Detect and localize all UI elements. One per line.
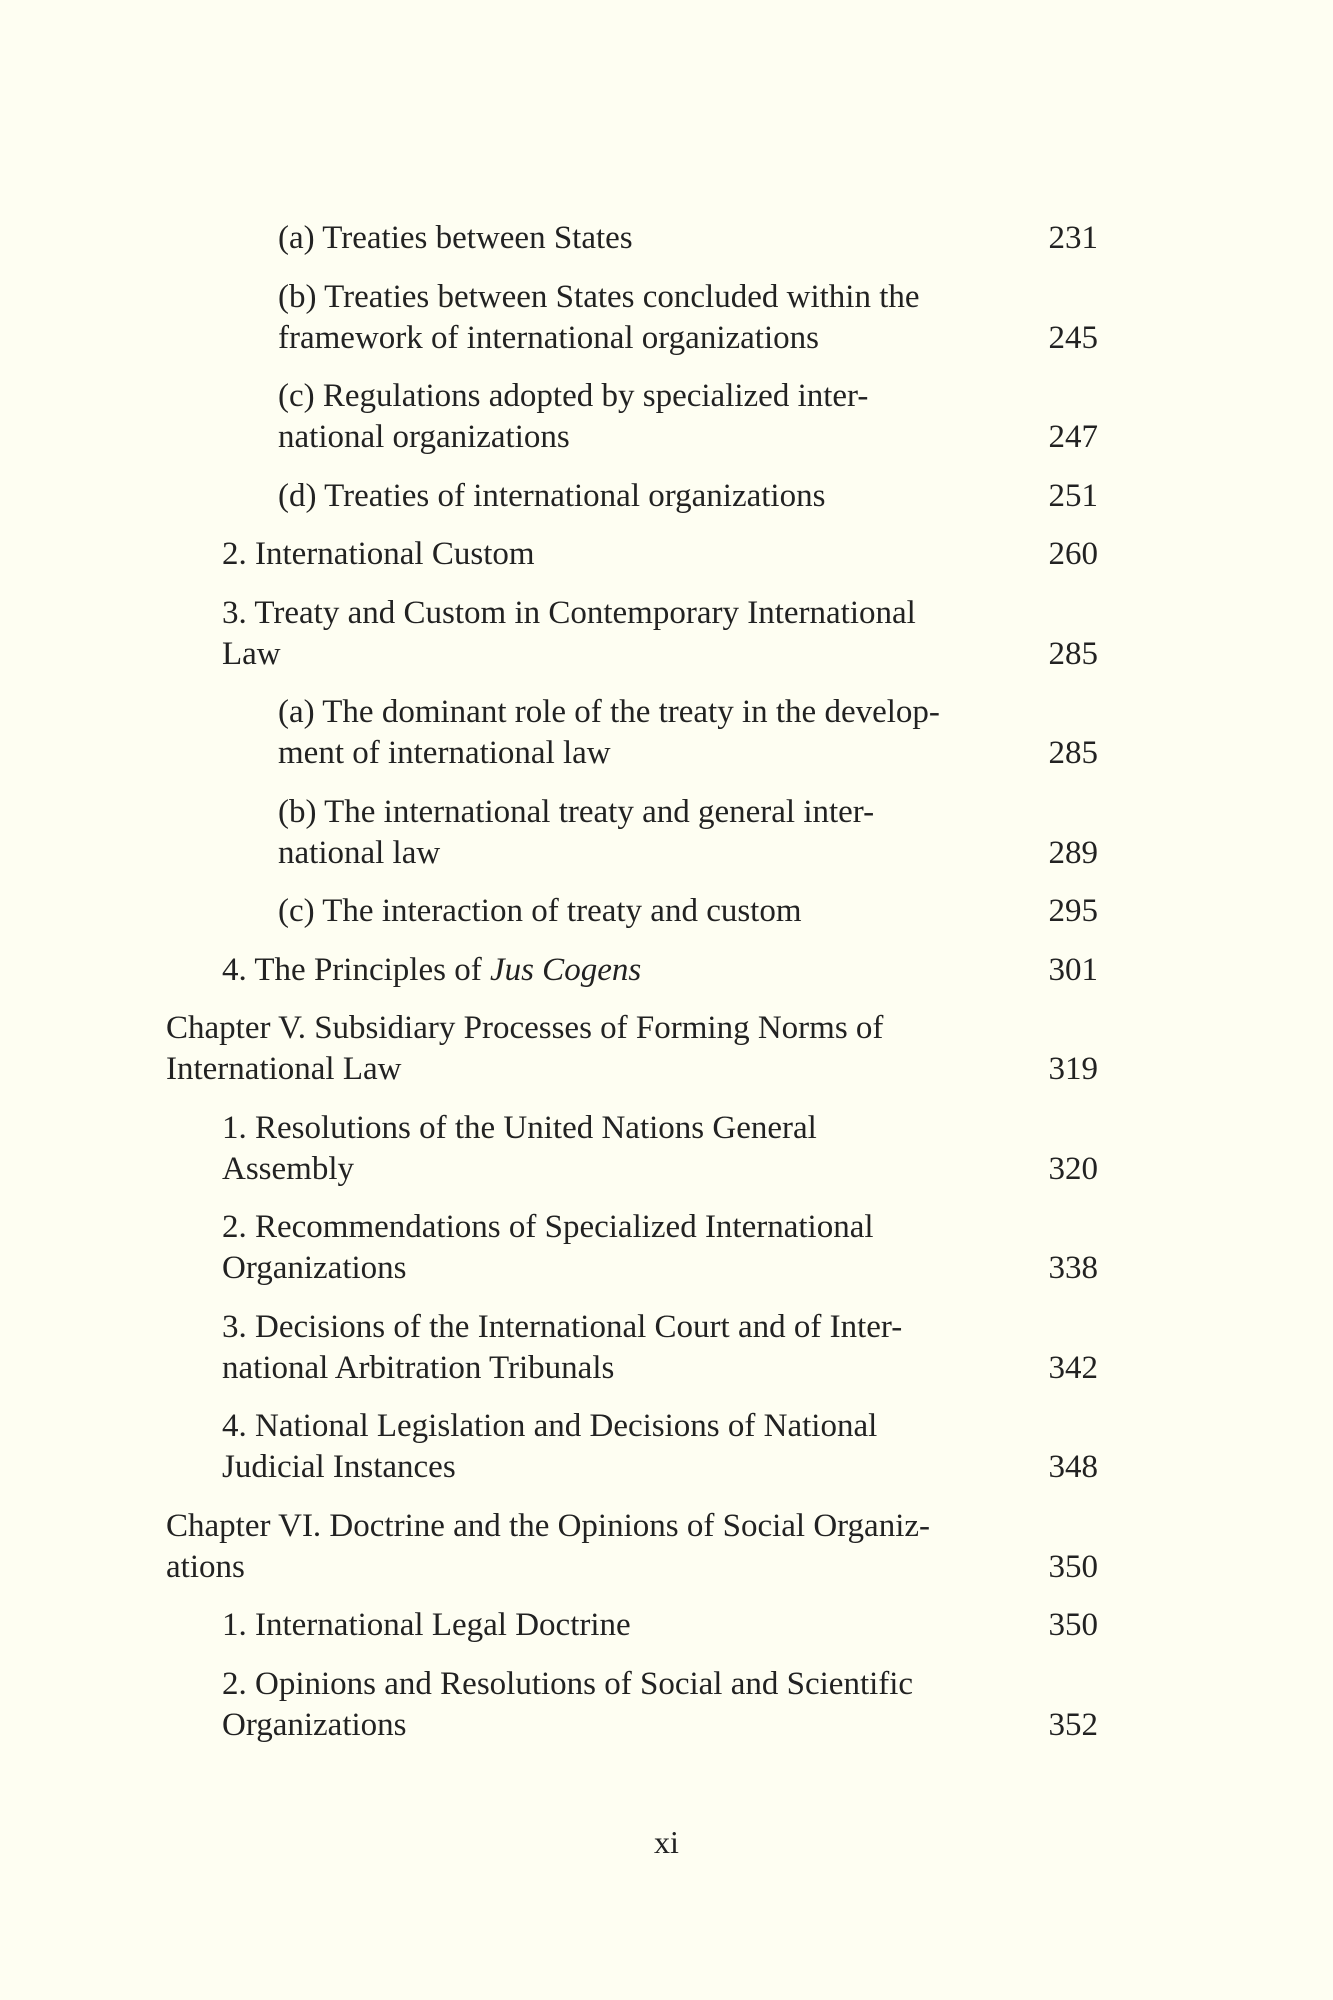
toc-entry-title-line: national organizations [278, 419, 570, 455]
toc-entry[interactable] [166, 593, 1098, 675]
toc-entry-title-line: Chapter VI. Doctrine and the Opinions of Social Organiz- [166, 1507, 931, 1544]
toc-entry[interactable] [166, 1605, 1098, 1646]
toc-entry-title-plain: 4. The Principles of [222, 951, 490, 988]
toc-entry-title-line: framework of international organizations [278, 319, 819, 356]
toc-entry-title-line: (b) Treaties between States concluded within the [278, 278, 920, 315]
toc-entry-title-line: Organizations [222, 1706, 407, 1743]
toc-entry-title-line: (c) Regulations adopted by specialized inter- [278, 378, 869, 414]
toc-entry-page: 348 [1048, 1449, 1098, 1485]
toc-entry[interactable] [166, 891, 1098, 932]
toc-entry-title-line: (a) The dominant role of the treaty in the develop- [278, 694, 940, 730]
toc-entry-title: (c) The interaction of treaty and custom [278, 893, 802, 929]
toc-entry-page: 338 [1048, 1250, 1098, 1286]
toc-entry-title-line: Chapter V. Subsidiary Processes of Forming Norms of [166, 1010, 884, 1046]
table-of-contents [166, 218, 1098, 1763]
toc-entry-title-line: 1. Resolutions of the United Nations General [222, 1109, 817, 1146]
toc-entry-title: (a) Treaties between States [278, 220, 633, 256]
page-number-folio: xi [654, 1824, 679, 1860]
toc-entry-title-line: national law [278, 834, 441, 871]
toc-entry-title-line: 4. National Legislation and Decisions of National [222, 1408, 878, 1444]
toc-entry[interactable] [166, 218, 1098, 259]
toc-entry-title-line: ations [166, 1548, 245, 1585]
toc-entry-title-italic: Jus Cogens [489, 951, 642, 988]
toc-entry-page: 319 [1048, 1051, 1098, 1087]
toc-entry-title: (d) Treaties of international organizations [278, 477, 826, 514]
toc-entry-page: 295 [1048, 893, 1098, 929]
toc-entry-title [222, 950, 1008, 991]
toc-entry[interactable] [166, 476, 1098, 517]
toc-entry[interactable] [166, 1207, 1098, 1289]
toc-entry[interactable] [166, 792, 1098, 874]
toc-entry-title-line: 3. Decisions of the International Court and of Inter- [222, 1308, 903, 1345]
toc-entry-title-line: ment of international law [278, 735, 611, 771]
toc-entry-page: 285 [1048, 735, 1098, 771]
toc-entry[interactable] [166, 1664, 1098, 1746]
toc-chapter-entry[interactable] [166, 1506, 1098, 1588]
toc-entry[interactable] [166, 534, 1098, 575]
toc-entry[interactable] [166, 1307, 1098, 1389]
toc-entry-title-line: Law [222, 635, 281, 672]
toc-entry-page: 245 [1048, 319, 1098, 356]
toc-entry-title-line: national Arbitration Tribunals [222, 1349, 615, 1386]
toc-entry[interactable] [166, 1406, 1098, 1488]
toc-entry[interactable] [166, 950, 1098, 991]
toc-entry[interactable] [166, 277, 1098, 359]
toc-entry-title-line: 2. Opinions and Resolutions of Social and Scientific [222, 1665, 914, 1702]
toc-entry-title-line: Judicial Instances [222, 1449, 456, 1485]
toc-entry-page: 301 [1048, 951, 1098, 988]
toc-entry[interactable] [166, 692, 1098, 774]
toc-entry-title: 2. International Custom [222, 536, 535, 572]
toc-entry-title: 1. International Legal Doctrine [222, 1607, 631, 1643]
toc-entry-page: 342 [1048, 1349, 1098, 1386]
toc-entry-page: 251 [1048, 477, 1098, 514]
toc-entry-title-line: 3. Treaty and Custom in Contemporary International [222, 594, 916, 631]
toc-entry[interactable] [166, 1108, 1098, 1190]
toc-entry-page: 231 [1048, 220, 1098, 256]
toc-entry-page: 285 [1048, 635, 1098, 672]
toc-entry-page: 247 [1048, 419, 1098, 455]
toc-entry-title-line: (b) The international treaty and general inter- [278, 793, 875, 830]
toc-entry-page: 350 [1048, 1548, 1098, 1585]
toc-chapter-entry[interactable] [166, 1008, 1098, 1090]
toc-entry-title-line: International Law [166, 1051, 402, 1087]
toc-entry-title-line: Organizations [222, 1250, 407, 1286]
toc-entry-title-line: 2. Recommendations of Specialized International [222, 1209, 874, 1245]
toc-entry-page: 352 [1048, 1706, 1098, 1743]
toc-entry-page: 289 [1048, 834, 1098, 871]
toc-entry[interactable] [166, 376, 1098, 458]
toc-entry-title-line: Assembly [222, 1150, 354, 1187]
toc-entry-page: 320 [1048, 1150, 1098, 1187]
toc-entry-page: 350 [1048, 1607, 1098, 1643]
toc-entry-page: 260 [1048, 536, 1098, 572]
